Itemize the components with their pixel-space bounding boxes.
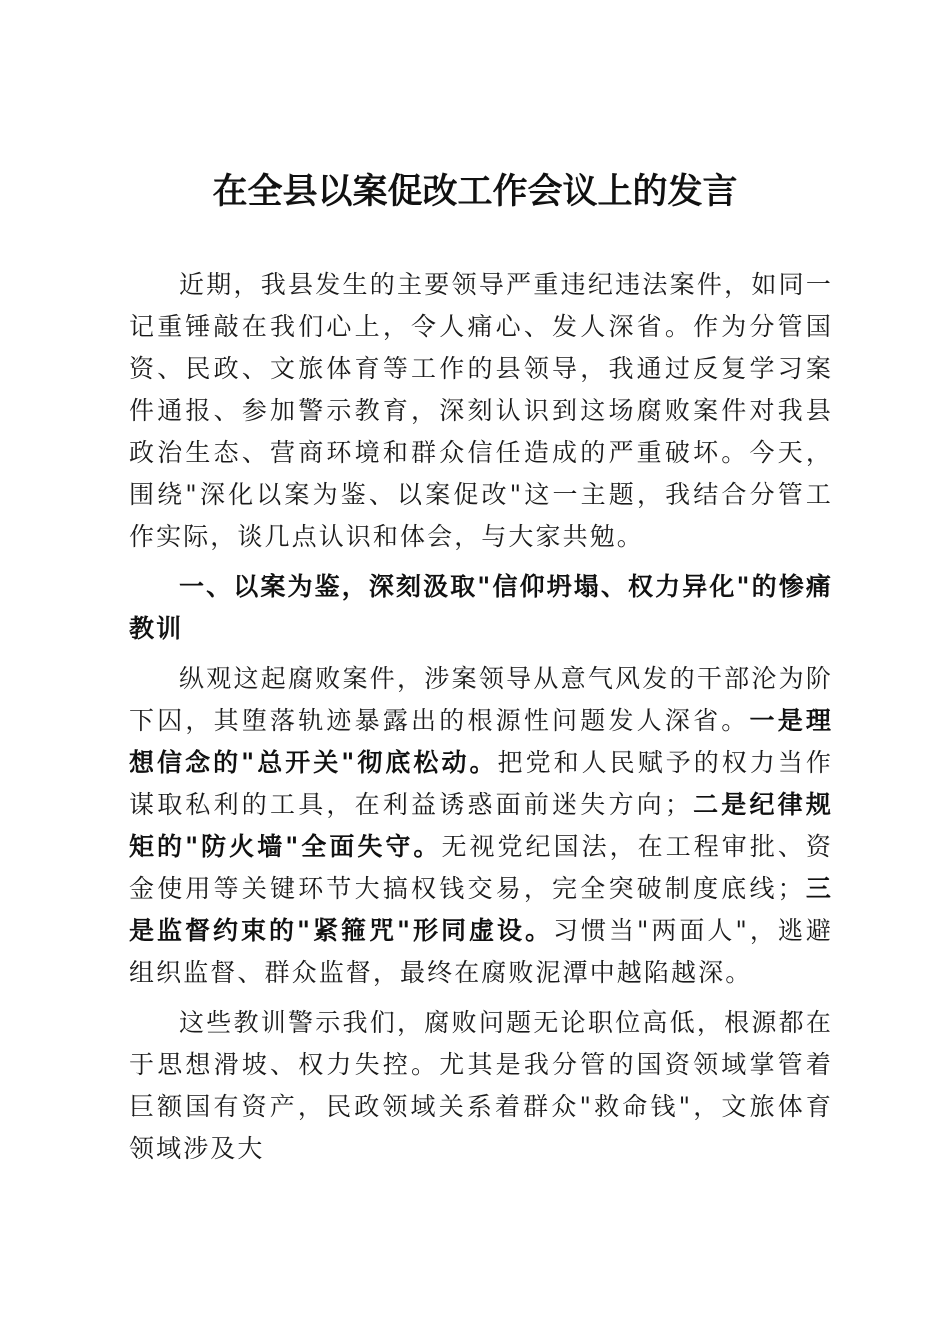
paragraph-warning: 这些教训警示我们，腐败问题无论职位高低，根源都在于思想滑坡、权力失控。尤其是我分管的国资领域掌管着巨额国有资产，民政领域关系着群众"救命钱"，文旅体育领域涉及大 — [129, 1008, 833, 1163]
lessons-intro-text: 纵观这起腐败案件，涉案领导从意气风发的干部沦为阶下囚，其堕落轨迹暴露出的根源性问题发人深省。 — [129, 664, 833, 735]
point-3-bold: 三是监督约束的"紧箍咒"形同虚设。 — [129, 874, 834, 945]
point-2-text: 无视党纪国法，在工程审批、资金使用等关键环节大搞权钱交易，完全突破制度底线； — [129, 832, 833, 903]
document-title: 在全县以案促改工作会议上的发言 — [212, 171, 738, 212]
point-2-bold: 二是纪律规矩的"防火墙"全面失守。 — [129, 790, 833, 861]
paragraph-intro: 近期，我县发生的主要领导严重违纪违法案件，如同一记重锤敲在我们心上，令人痛心、发人深省。作为分管国资、民政、文旅体育等工作的县领导，我通过反复学习案件通报、参加警示教育，深刻认识到这场腐败案件对我县政治生态、营商环境和群众信任造成的严重破坏。今天，围绕"深化以案为鉴、以案促改"这一主题，我结合分管工作实际，谈几点认识和体会，与大家共勉。 — [129, 270, 833, 551]
point-1-bold: 一是理想信念的"总开关"彻底松动。 — [129, 706, 833, 777]
point-3-text: 习惯当"两面人"，逃避组织监督、群众监督，最终在腐败泥潭中越陷越深。 — [129, 916, 833, 987]
paragraph-lessons — [129, 658, 833, 994]
point-1-text: 把党和人民赋予的权力当作谋取私利的工具，在利益诱惑面前迷失方向； — [129, 748, 834, 819]
section-heading-1: 一、以案为鉴，深刻汲取"信仰坍塌、权力异化"的惨痛教训 — [129, 572, 833, 643]
document-body — [129, 264, 833, 1170]
